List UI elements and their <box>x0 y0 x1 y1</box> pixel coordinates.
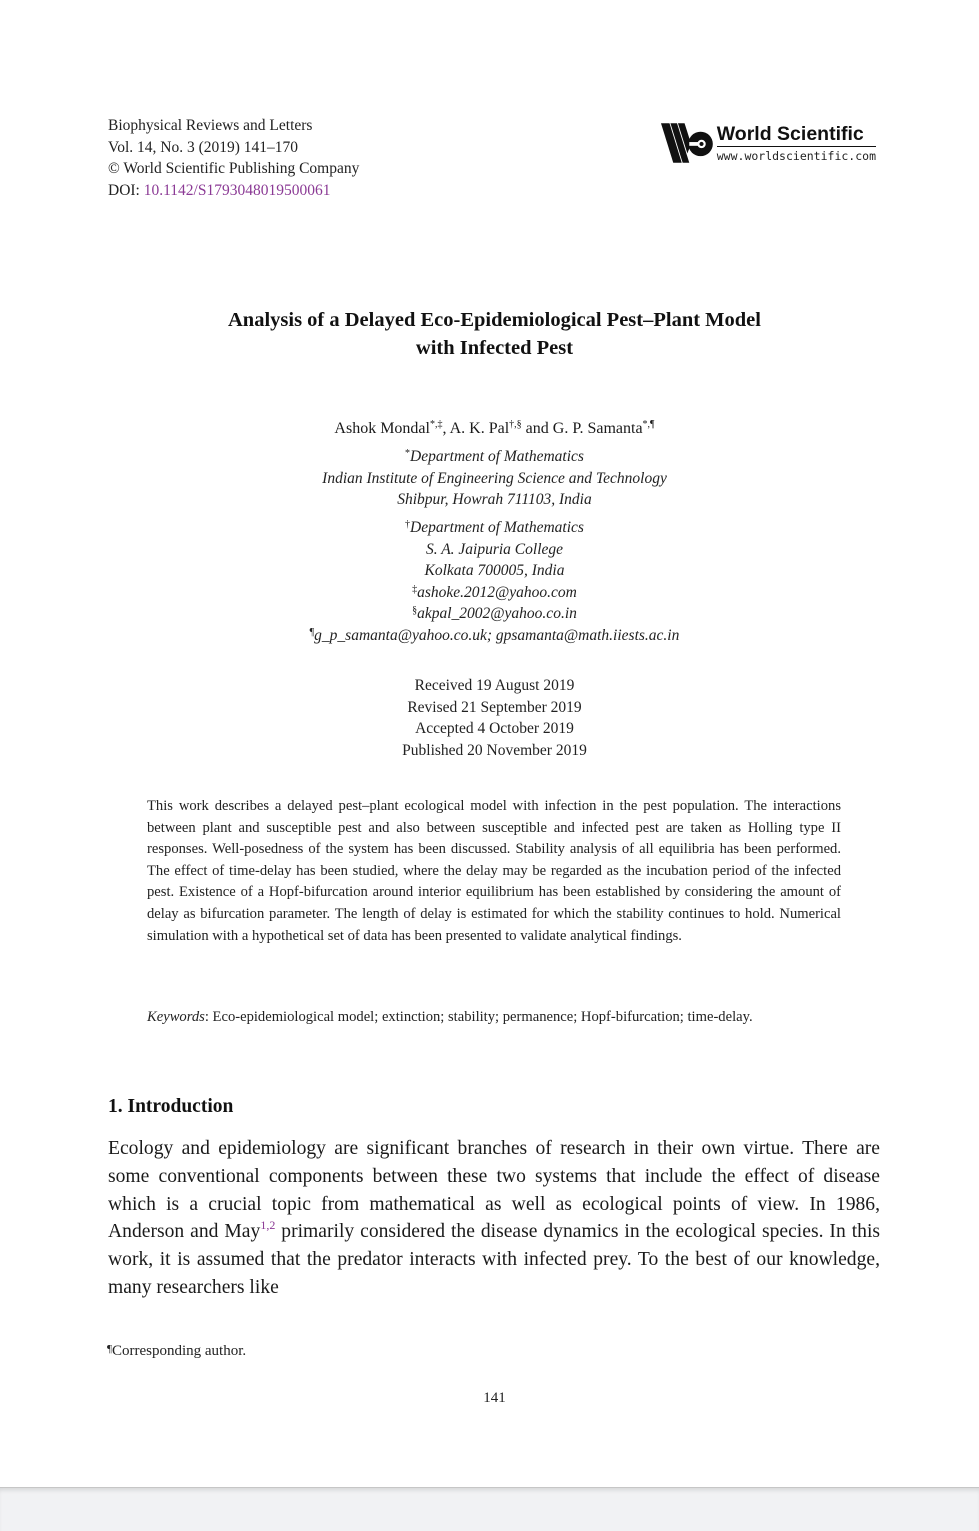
intro-paragraph <box>108 1135 880 1302</box>
viewer-bottom-bar <box>0 1487 979 1531</box>
affiliation-institute: S. A. Jaipuria College <box>425 540 564 558</box>
email-mark: § <box>412 605 418 616</box>
footnote-text: Corresponding author. <box>111 1343 247 1359</box>
publication-dates <box>100 675 889 761</box>
affiliation-address: Kolkata 700005, India <box>424 562 565 579</box>
footnote-mark: ¶ <box>107 1343 112 1355</box>
date-accepted: Accepted 4 October 2019 <box>415 720 574 737</box>
email-text[interactable]: ashoke.2012@yahoo.com <box>417 583 577 601</box>
affiliation-dept <box>100 517 889 539</box>
footnote <box>107 1343 246 1360</box>
doi-link[interactable]: 10.1142/S1793048019500061 <box>143 181 331 199</box>
page-number: 141 <box>483 1390 506 1406</box>
keywords-label: Keywords <box>147 1009 205 1025</box>
email-text[interactable]: g_p_samanta@yahoo.co.uk; gpsamanta@math.iiests.ac.in <box>314 626 680 644</box>
abstract: This work describes a delayed pest–plant ecological model with infection in the pest population. The interactions between plant and susceptible pest and also between susceptible and infected pest are taken as Holling type II responses. Well-posedness of the system has been discussed. Stability analysis of all equilibria has been performed. The effect of time-delay has been studied, where the delay may be regarded as the incubation period of the infected pest. Existence of a Hopf-bifurcation around interior equilibrium has been established by considering the amount of delay as bifurcation parameter. The length of delay is estimated for which the stability continues to hold. Numerical simulation with a hypothetical set of data has been presented to validate analytical findings. <box>147 798 841 944</box>
journal-copyright: © World Scientific Publishing Company <box>108 160 360 177</box>
keywords-text: Eco-epidemiological model; extinction; stability; permanence; Hopf-bifurcation; time-delay. <box>212 1009 753 1025</box>
author-name: G. P. Samanta <box>552 420 643 437</box>
affiliation-line: Department of Mathematics <box>410 519 584 536</box>
affiliation-institute: Indian Institute of Engineering Science and Technology <box>322 469 667 487</box>
email-1[interactable] <box>100 582 889 604</box>
date-received: Received 19 August 2019 <box>414 677 575 694</box>
author-name: Ashok Mondal <box>334 420 430 437</box>
publisher-url[interactable]: www.worldscientific.com <box>716 148 876 163</box>
author-marks: *,¶ <box>642 419 655 430</box>
author-separator: , <box>442 420 450 437</box>
doi-label: DOI: <box>108 181 144 199</box>
intro-text: primarily considered the disease dynamics in the ecological species. In this work, it is assumed that the predator interacts with infected prey. To the best of our knowledge, many researchers like <box>108 1221 881 1298</box>
author-list <box>100 418 889 440</box>
date-revised: Revised 21 September 2019 <box>407 698 582 716</box>
email-text[interactable]: akpal_2002@yahoo.co.in <box>417 605 577 622</box>
email-mark: ¶ <box>309 626 315 638</box>
affiliation-address: Shibpur, Howrah 711103, India <box>397 491 592 508</box>
email-2[interactable] <box>100 603 889 625</box>
journal-info <box>108 115 359 201</box>
date-published: Published 20 November 2019 <box>402 741 587 759</box>
author-name: A. K. Pal <box>449 420 510 437</box>
affiliation-mark: * <box>405 448 411 459</box>
affiliation-2 <box>100 517 889 646</box>
title-line-2: with Infected Pest <box>415 337 574 359</box>
citation-link[interactable]: 1,2 <box>260 1218 276 1233</box>
affiliation-1 <box>100 446 889 511</box>
section-heading: 1. Introduction <box>108 1096 234 1117</box>
author-marks: *,‡ <box>429 419 443 430</box>
publisher-name: World Scientific <box>717 124 876 147</box>
ws-logo-icon <box>661 120 714 166</box>
affiliation-line: Department of Mathematics <box>410 448 584 465</box>
affiliation-dept <box>100 446 889 468</box>
journal-name: Biophysical Reviews and Letters <box>108 117 313 134</box>
author-marks: †,§ <box>509 419 522 430</box>
intro-text: Ecology and epidemiology are significant branches of research in their own virtue. There are some conventional components between these two systems that include the effect of disease which is a crucial topic from mathematical as well as ecological points of view. In 1986, Anderson and May <box>108 1138 880 1243</box>
affiliation-mark: † <box>405 519 411 530</box>
author-separator: and <box>521 420 553 437</box>
email-mark: ‡ <box>412 583 418 595</box>
title-line-1: Analysis of a Delayed Eco-Epidemiological Pest–Plant Model <box>228 309 761 331</box>
journal-volume: Vol. 14, No. 3 (2019) 141–170 <box>108 138 299 156</box>
email-3[interactable] <box>100 625 889 647</box>
keywords: Keywords: Eco-epidemiological model; extinction; stability; permanence; Hopf-bifurcation; time-delay. <box>147 1009 753 1025</box>
journal-doi <box>108 180 359 202</box>
paper-title <box>100 306 889 362</box>
publisher-logo[interactable] <box>661 118 876 168</box>
